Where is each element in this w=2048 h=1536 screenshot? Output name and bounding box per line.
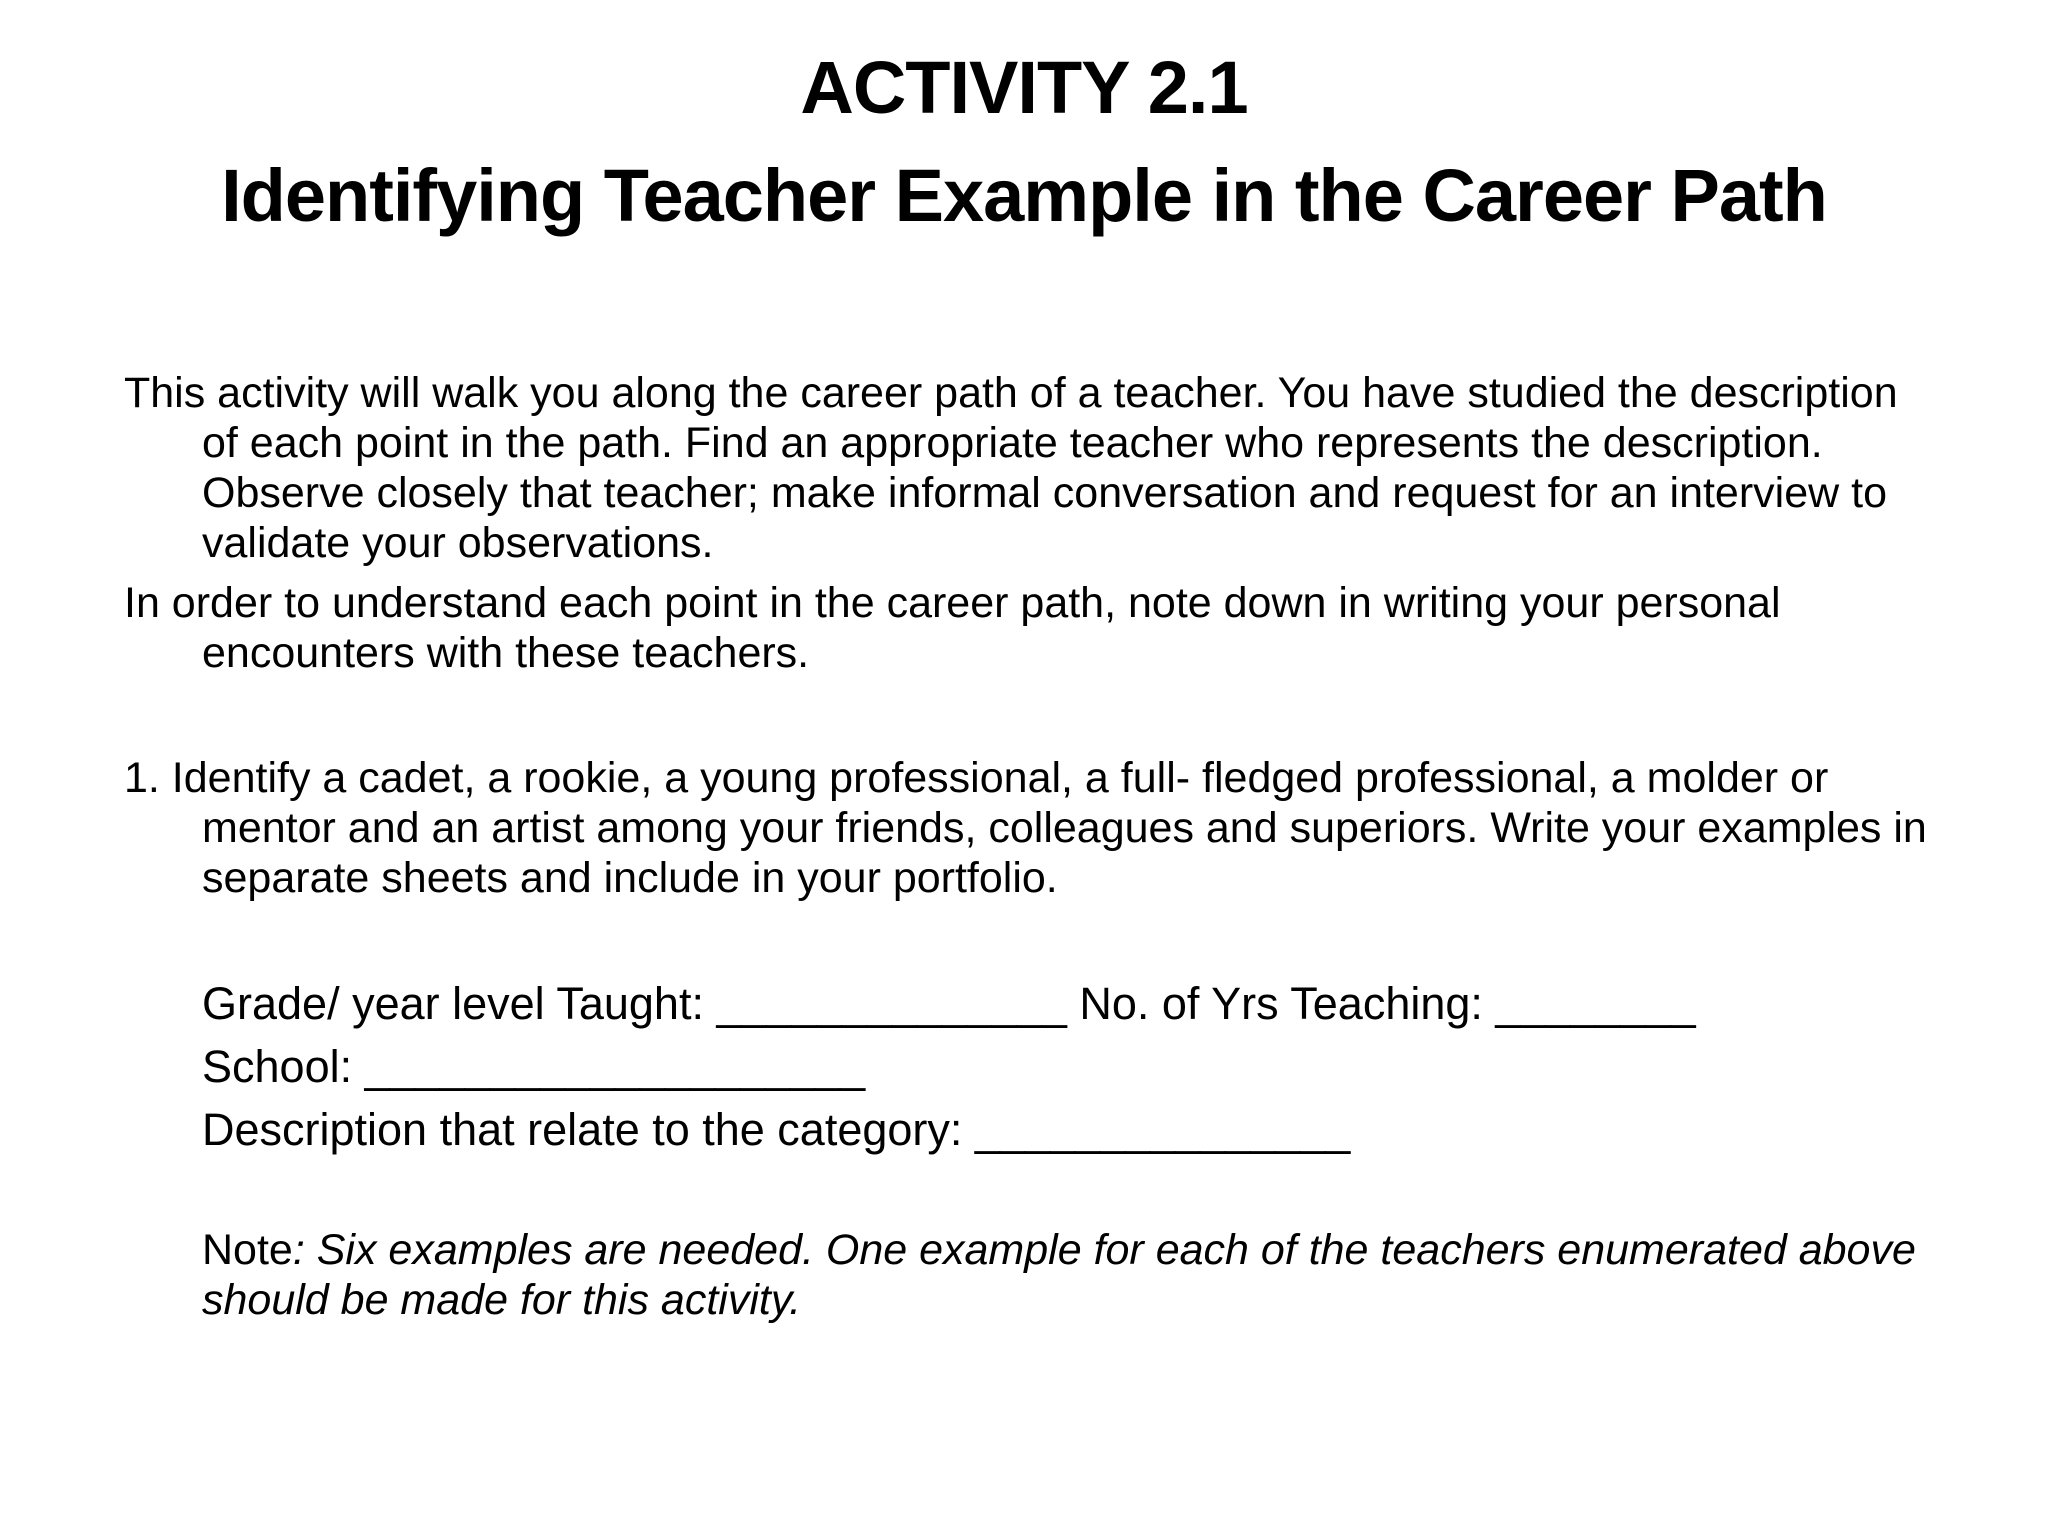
instruction-text-2: In order to understand each point in the career path, note down in writing your personal encounters with these teachers. bbox=[124, 579, 1781, 677]
note-text: : Six examples are needed. One example for each of the teachers enumerated above should be made for this activity. bbox=[202, 1226, 1916, 1324]
school-field: School: ____________________ bbox=[202, 1041, 866, 1092]
slide-title bbox=[0, 34, 2048, 250]
title-activity-number: ACTIVITY 2.1 bbox=[800, 46, 1248, 129]
form-fields bbox=[202, 972, 1696, 1161]
task-item-1 bbox=[124, 753, 1944, 903]
title-activity-name: Identifying Teacher Example in the Career Path bbox=[221, 154, 1827, 237]
task-item-text: 1. Identify a cadet, a rookie, a young professional, a full- fledged professional, a molder or mentor and an artist among your friends, colleagues and superiors. Write your examples in separate sheets and include in your portfolio. bbox=[124, 754, 1927, 902]
note-label: Note bbox=[202, 1226, 293, 1274]
description-field: Description that relate to the category: _______________ bbox=[202, 1104, 1351, 1155]
instruction-text-1: This activity will walk you along the career path of a teacher. You have studied the description of each point in the path. Find an appropriate teacher who represents the description. Observe closely that teacher; make informal conversation and request for an interview to validate your observations. bbox=[124, 369, 1898, 567]
instruction-paragraph-2 bbox=[124, 578, 1944, 678]
note-block bbox=[202, 1225, 1962, 1325]
grade-and-years-field: Grade/ year level Taught: ______________ No. of Yrs Teaching: ________ bbox=[202, 978, 1696, 1029]
instruction-paragraph-1 bbox=[124, 368, 1944, 568]
